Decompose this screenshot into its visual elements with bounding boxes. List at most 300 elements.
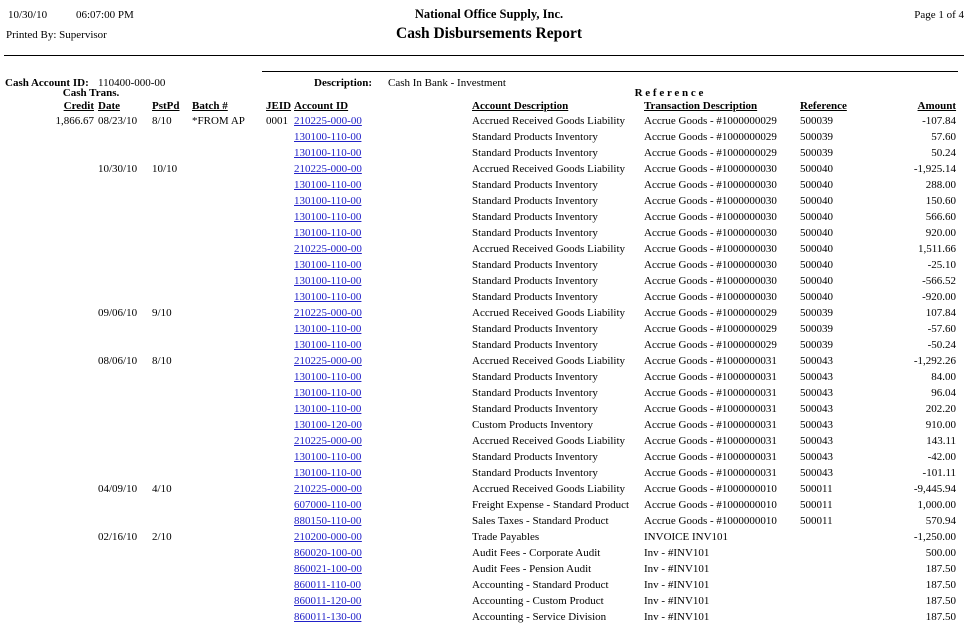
account-description-cell: Accounting - Standard Product: [472, 578, 609, 591]
jeid-cell: [264, 449, 292, 465]
account-id-link[interactable]: 130100-110-00: [294, 338, 362, 351]
account-id-link[interactable]: 130100-110-00: [294, 450, 362, 463]
batch-number-cell: *FROM AP: [192, 114, 245, 127]
jeid-cell: [264, 193, 292, 209]
pstpd-cell: [150, 273, 190, 289]
account-id-link[interactable]: 607000-110-00: [294, 498, 362, 511]
account-id-link[interactable]: 130100-110-00: [294, 226, 362, 239]
transaction-description-cell: Accrue Goods - #1000000031: [644, 450, 777, 463]
table-row: [6, 513, 958, 529]
transaction-description-cell: Accrue Goods - #1000000031: [644, 386, 777, 399]
batch-number-cell: [190, 129, 264, 145]
jeid-cell: [264, 257, 292, 273]
credit-amount-cell: [6, 129, 96, 145]
reference-cell: 500043: [800, 466, 834, 479]
transaction-description-cell: Accrue Goods - #1000000031: [644, 466, 777, 479]
table-row: [6, 113, 958, 129]
amount-cell: -107.84: [922, 114, 957, 127]
credit-amount-cell: [6, 289, 96, 305]
amount-cell: 96.04: [931, 386, 957, 399]
transaction-description-cell: Accrue Goods - #1000000010: [644, 498, 777, 511]
jeid-header: JEID: [266, 100, 292, 112]
reference-cell: 500043: [800, 418, 834, 431]
account-id-cell: [292, 289, 470, 305]
account-id-header: Account ID: [294, 100, 349, 112]
credit-amount-cell: [6, 513, 96, 529]
account-id-cell: [292, 273, 470, 289]
table-row: [6, 577, 958, 593]
account-id-link[interactable]: 130100-120-00: [294, 418, 362, 431]
credit-date-cell: [96, 225, 150, 241]
table-row: [6, 417, 958, 433]
pstpd-cell: 4/10: [152, 482, 172, 495]
transaction-description-cell: Accrue Goods - #1000000031: [644, 418, 777, 431]
credit-amount-cell: [6, 577, 96, 593]
account-id-cell: [292, 225, 470, 241]
credit-amount-cell: [6, 369, 96, 385]
reference-header: Reference: [800, 100, 847, 112]
amount-cell: 566.60: [925, 210, 957, 223]
batch-number-cell: [190, 273, 264, 289]
table-header-row: [6, 100, 958, 113]
table-row: [6, 353, 958, 369]
account-id-link[interactable]: 210225-000-00: [294, 434, 362, 447]
credit-date-cell: [96, 561, 150, 577]
amount-cell: 50.24: [931, 146, 957, 159]
table-row: [6, 385, 958, 401]
reference-cell: 500040: [800, 290, 834, 303]
batch-number-cell: [190, 177, 264, 193]
account-id-cell: [292, 481, 470, 497]
batch-number-cell: [190, 321, 264, 337]
amount-cell: 107.84: [925, 306, 957, 319]
reference-cell: 500040: [800, 242, 834, 255]
account-id-link[interactable]: 860011-130-00: [294, 610, 362, 623]
amount-cell: 187.50: [925, 578, 957, 591]
reference-cell: 500040: [800, 178, 834, 191]
credit-amount-cell: [6, 609, 96, 625]
batch-number-cell: [190, 561, 264, 577]
account-id-cell: [292, 209, 470, 225]
transaction-description-cell: Accrue Goods - #1000000010: [644, 514, 777, 527]
amount-cell: 920.00: [925, 226, 957, 239]
reference-cell: 500043: [800, 402, 834, 415]
jeid-cell: [264, 145, 292, 161]
credit-amount-cell: [6, 481, 96, 497]
amount-cell: -920.00: [922, 290, 957, 303]
batch-number-cell: [190, 433, 264, 449]
batch-number-cell: [190, 289, 264, 305]
credit-amount-cell: [6, 449, 96, 465]
account-description-cell: Accrued Received Goods Liability: [472, 434, 626, 447]
jeid-cell: [264, 177, 292, 193]
table-row: [6, 321, 958, 337]
transaction-description-cell: Accrue Goods - #1000000030: [644, 274, 777, 287]
amount-cell: 150.60: [925, 194, 957, 207]
credit-amount-cell: [6, 177, 96, 193]
account-id-cell: [292, 609, 470, 625]
printed-by: Printed By: Supervisor: [6, 29, 107, 41]
account-description-cell: Standard Products Inventory: [472, 466, 598, 479]
table-row: [6, 161, 958, 177]
batch-header: Batch #: [192, 100, 228, 112]
pstpd-cell: [150, 433, 190, 449]
pstpd-cell: [150, 193, 190, 209]
account-id-cell: [292, 193, 470, 209]
credit-amount-cell: [6, 321, 96, 337]
header-divider: [4, 55, 964, 56]
credit-header: Credit: [63, 100, 94, 112]
batch-number-cell: [190, 337, 264, 353]
pstpd-cell: [150, 225, 190, 241]
credit-date-cell: [96, 497, 150, 513]
amount-cell: -101.11: [922, 466, 957, 479]
credit-amount-cell: 1,866.67: [55, 114, 94, 127]
jeid-cell: [264, 289, 292, 305]
account-id-link[interactable]: 860011-110-00: [294, 578, 362, 591]
jeid-cell: [264, 545, 292, 561]
table-row: [6, 433, 958, 449]
account-id-link[interactable]: 210225-000-00: [294, 162, 362, 175]
reference-cell: 500040: [800, 274, 834, 287]
account-description-cell: Standard Products Inventory: [472, 178, 598, 191]
account-id-cell: [292, 449, 470, 465]
amount-cell: -1,250.00: [913, 530, 957, 543]
credit-date-cell: 02/16/10: [98, 530, 138, 543]
table-row: [6, 257, 958, 273]
batch-number-cell: [190, 161, 264, 177]
table-row: [6, 305, 958, 321]
account-id-cell: [292, 513, 470, 529]
amount-cell: 1,000.00: [917, 498, 957, 511]
amount-cell: 187.50: [925, 594, 957, 607]
batch-number-cell: [190, 241, 264, 257]
pstpd-cell: 10/10: [152, 162, 178, 175]
account-description-cell: Accrued Received Goods Liability: [472, 306, 626, 319]
transaction-description-cell: Accrue Goods - #1000000030: [644, 258, 777, 271]
account-id-link[interactable]: 130100-110-00: [294, 258, 362, 271]
pstpd-cell: 2/10: [152, 530, 172, 543]
credit-date-cell: [96, 513, 150, 529]
account-id-link[interactable]: 210225-000-00: [294, 306, 362, 319]
credit-date-cell: [96, 193, 150, 209]
reference-divider: [262, 71, 958, 72]
credit-date-cell: [96, 145, 150, 161]
table-row: [6, 465, 958, 481]
credit-amount-cell: [6, 305, 96, 321]
print-date: 10/30/10: [8, 9, 48, 21]
account-description-cell: Standard Products Inventory: [472, 210, 598, 223]
credit-amount-cell: [6, 417, 96, 433]
reference-cell: 500040: [800, 194, 834, 207]
amount-cell: -9,445.94: [913, 482, 957, 495]
credit-date-cell: [96, 177, 150, 193]
credit-amount-cell: [6, 209, 96, 225]
credit-date-cell: 04/09/10: [98, 482, 138, 495]
amount-cell: -1,925.14: [913, 162, 957, 175]
table-row: [6, 177, 958, 193]
account-id-link[interactable]: 130100-110-00: [294, 402, 362, 415]
transaction-description-cell: Inv - #INV101: [644, 578, 710, 591]
account-id-cell: [292, 113, 470, 129]
account-id-link[interactable]: 880150-110-00: [294, 514, 362, 527]
amount-cell: 187.50: [925, 610, 957, 623]
table-row: [6, 241, 958, 257]
transaction-description-cell: Accrue Goods - #1000000030: [644, 242, 777, 255]
account-id-cell: [292, 353, 470, 369]
transaction-description-cell: Inv - #INV101: [644, 562, 710, 575]
account-id-cell: [292, 545, 470, 561]
table-row: [6, 449, 958, 465]
account-id-cell: [292, 145, 470, 161]
credit-date-cell: [96, 209, 150, 225]
credit-date-cell: [96, 417, 150, 433]
account-description-cell: Freight Expense - Standard Product: [472, 498, 630, 511]
credit-date-cell: [96, 289, 150, 305]
batch-number-cell: [190, 401, 264, 417]
account-id-link[interactable]: 130100-110-00: [294, 290, 362, 303]
transaction-description-cell: Accrue Goods - #1000000031: [644, 354, 777, 367]
pstpd-cell: [150, 209, 190, 225]
account-id-link[interactable]: 130100-110-00: [294, 210, 362, 223]
account-id-cell: [292, 305, 470, 321]
jeid-cell: [264, 305, 292, 321]
credit-date-cell: [96, 241, 150, 257]
amount-cell: 570.94: [925, 514, 957, 527]
transaction-description-cell: Accrue Goods - #1000000030: [644, 210, 777, 223]
table-row: [6, 609, 958, 625]
amount-header: Amount: [917, 100, 957, 112]
account-description-cell: Standard Products Inventory: [472, 194, 598, 207]
account-id-link[interactable]: 130100-110-00: [294, 178, 362, 191]
pstpd-cell: [150, 369, 190, 385]
amount-cell: 202.20: [925, 402, 957, 415]
batch-number-cell: [190, 465, 264, 481]
transaction-description-cell: Inv - #INV101: [644, 594, 710, 607]
jeid-cell: [264, 273, 292, 289]
credit-amount-cell: [6, 465, 96, 481]
transaction-description-cell: Accrue Goods - #1000000029: [644, 338, 777, 351]
company-name: National Office Supply, Inc.: [414, 7, 564, 21]
account-id-link[interactable]: 860021-100-00: [294, 562, 362, 575]
reference-cell: 500039: [800, 114, 834, 127]
transaction-description-cell: Accrue Goods - #1000000029: [644, 322, 777, 335]
account-id-link[interactable]: 210225-000-00: [294, 114, 362, 127]
jeid-cell: [264, 225, 292, 241]
reference-cell: 500040: [800, 162, 834, 175]
account-description-cell: Standard Products Inventory: [472, 130, 598, 143]
reference-banner: R e f e r e n c e: [634, 87, 704, 99]
report-rows: [6, 113, 958, 625]
pstpd-cell: [150, 545, 190, 561]
description-value: Cash In Bank - Investment: [388, 77, 506, 89]
amount-cell: -42.00: [927, 450, 957, 463]
credit-amount-cell: [6, 193, 96, 209]
account-id-cell: [292, 577, 470, 593]
pstpd-cell: [150, 321, 190, 337]
credit-amount-cell: [6, 337, 96, 353]
jeid-cell: [264, 481, 292, 497]
batch-number-cell: [190, 417, 264, 433]
account-id-link[interactable]: 210200-000-00: [294, 530, 362, 543]
transaction-description-cell: Accrue Goods - #1000000030: [644, 290, 777, 303]
table-row: [6, 337, 958, 353]
reference-cell: 500039: [800, 306, 834, 319]
transaction-description-cell: Accrue Goods - #1000000031: [644, 434, 777, 447]
table-row: [6, 225, 958, 241]
table-row: [6, 401, 958, 417]
table-superheader-row: [6, 87, 958, 100]
table-row: [6, 497, 958, 513]
jeid-cell: [264, 385, 292, 401]
credit-date-cell: [96, 273, 150, 289]
reference-cell: 500040: [800, 210, 834, 223]
pstpd-cell: [150, 513, 190, 529]
pstpd-cell: [150, 337, 190, 353]
account-id-cell: [292, 369, 470, 385]
reference-cell: [798, 609, 868, 625]
cash-account-id: 110400-000-00: [98, 77, 166, 89]
account-id-link[interactable]: 860011-120-00: [294, 594, 362, 607]
transaction-description-cell: Accrue Goods - #1000000031: [644, 370, 777, 383]
table-row: [6, 145, 958, 161]
jeid-cell: [264, 337, 292, 353]
jeid-cell: [264, 593, 292, 609]
account-id-link[interactable]: 130100-110-00: [294, 274, 362, 287]
account-description-cell: Standard Products Inventory: [472, 450, 598, 463]
credit-date-cell: [96, 593, 150, 609]
account-id-cell: [292, 497, 470, 513]
account-description-header: Account Description: [472, 100, 569, 112]
reference-cell: 500039: [800, 322, 834, 335]
batch-number-cell: [190, 209, 264, 225]
jeid-cell: [264, 513, 292, 529]
table-row: [6, 529, 958, 545]
credit-amount-cell: [6, 385, 96, 401]
batch-number-cell: [190, 449, 264, 465]
batch-number-cell: [190, 305, 264, 321]
credit-date-cell: [96, 465, 150, 481]
credit-date-cell: [96, 401, 150, 417]
account-description-cell: Accounting - Service Division: [472, 610, 607, 623]
reference-cell: 500039: [800, 146, 834, 159]
account-id-cell: [292, 401, 470, 417]
batch-number-cell: [190, 145, 264, 161]
jeid-cell: [264, 561, 292, 577]
jeid-cell: [264, 241, 292, 257]
reference-cell: 500043: [800, 434, 834, 447]
account-description-cell: Accrued Received Goods Liability: [472, 114, 626, 127]
account-description-cell: Accrued Received Goods Liability: [472, 162, 626, 175]
credit-amount-cell: [6, 145, 96, 161]
pstpd-cell: [150, 241, 190, 257]
table-row: [6, 273, 958, 289]
account-id-link[interactable]: 210225-000-00: [294, 242, 362, 255]
credit-date-cell: [96, 609, 150, 625]
page-number: Page 1 of 4: [914, 9, 964, 21]
account-description-cell: Audit Fees - Corporate Audit: [472, 546, 601, 559]
transaction-description-header: Transaction Description: [644, 100, 758, 112]
account-id-cell: [292, 241, 470, 257]
transaction-description-cell: Accrue Goods - #1000000030: [644, 178, 777, 191]
table-row: [6, 129, 958, 145]
amount-cell: -1,292.26: [913, 354, 957, 367]
credit-date-cell: 09/06/10: [98, 306, 138, 319]
credit-date-cell: [96, 369, 150, 385]
account-description-cell: Standard Products Inventory: [472, 402, 598, 415]
amount-cell: 57.60: [931, 130, 957, 143]
transaction-description-cell: INVOICE INV101: [644, 530, 729, 543]
jeid-cell: [264, 161, 292, 177]
table-row: [6, 369, 958, 385]
credit-date-cell: [96, 257, 150, 273]
batch-number-cell: [190, 513, 264, 529]
transaction-description-cell: Accrue Goods - #1000000030: [644, 226, 777, 239]
account-description-cell: Accounting - Custom Product: [472, 594, 604, 607]
account-description-cell: Standard Products Inventory: [472, 370, 598, 383]
transaction-description-cell: Accrue Goods - #1000000010: [644, 482, 777, 495]
credit-amount-cell: [6, 545, 96, 561]
reference-cell: [798, 593, 868, 609]
pstpd-cell: [150, 129, 190, 145]
reference-cell: [798, 577, 868, 593]
account-id-link[interactable]: 130100-110-00: [294, 370, 362, 383]
pstpd-cell: [150, 561, 190, 577]
account-id-cell: [292, 337, 470, 353]
reference-cell: [798, 561, 868, 577]
pstpd-cell: [150, 497, 190, 513]
account-id-link[interactable]: 130100-110-00: [294, 146, 362, 159]
account-description-cell: Audit Fees - Pension Audit: [472, 562, 592, 575]
account-id-link[interactable]: 210225-000-00: [294, 354, 362, 367]
pstpd-cell: [150, 257, 190, 273]
reference-cell: 500011: [800, 514, 833, 527]
cash-trans-header: Cash Trans.: [62, 87, 120, 99]
batch-number-cell: [190, 257, 264, 273]
credit-date-cell: [96, 321, 150, 337]
credit-amount-cell: [6, 257, 96, 273]
account-id-link[interactable]: 130100-110-00: [294, 322, 362, 335]
account-id-link[interactable]: 130100-110-00: [294, 386, 362, 399]
account-id-link[interactable]: 210225-000-00: [294, 482, 362, 495]
report-title: Cash Disbursements Report: [396, 25, 582, 42]
account-description-cell: Sales Taxes - Standard Product: [472, 514, 609, 527]
account-id-link[interactable]: 130100-110-00: [294, 466, 362, 479]
account-description-cell: Accrued Received Goods Liability: [472, 242, 626, 255]
table-row: [6, 481, 958, 497]
table-row: [6, 209, 958, 225]
jeid-cell: [264, 129, 292, 145]
amount-cell: 187.50: [925, 562, 957, 575]
account-description-cell: Accrued Received Goods Liability: [472, 482, 626, 495]
credit-date-cell: [96, 385, 150, 401]
jeid-cell: [264, 497, 292, 513]
table-row: [6, 289, 958, 305]
amount-cell: 84.00: [931, 370, 957, 383]
pstpd-cell: [150, 289, 190, 305]
amount-cell: -566.52: [922, 274, 957, 287]
account-id-link[interactable]: 860020-100-00: [294, 546, 362, 559]
account-id-link[interactable]: 130100-110-00: [294, 130, 362, 143]
account-description-cell: Standard Products Inventory: [472, 338, 598, 351]
transaction-description-cell: Accrue Goods - #1000000029: [644, 114, 777, 127]
account-id-link[interactable]: 130100-110-00: [294, 194, 362, 207]
batch-number-cell: [190, 225, 264, 241]
batch-number-cell: [190, 593, 264, 609]
batch-number-cell: [190, 609, 264, 625]
transaction-description-cell: Accrue Goods - #1000000031: [644, 402, 777, 415]
credit-date-cell: 10/30/10: [98, 162, 138, 175]
